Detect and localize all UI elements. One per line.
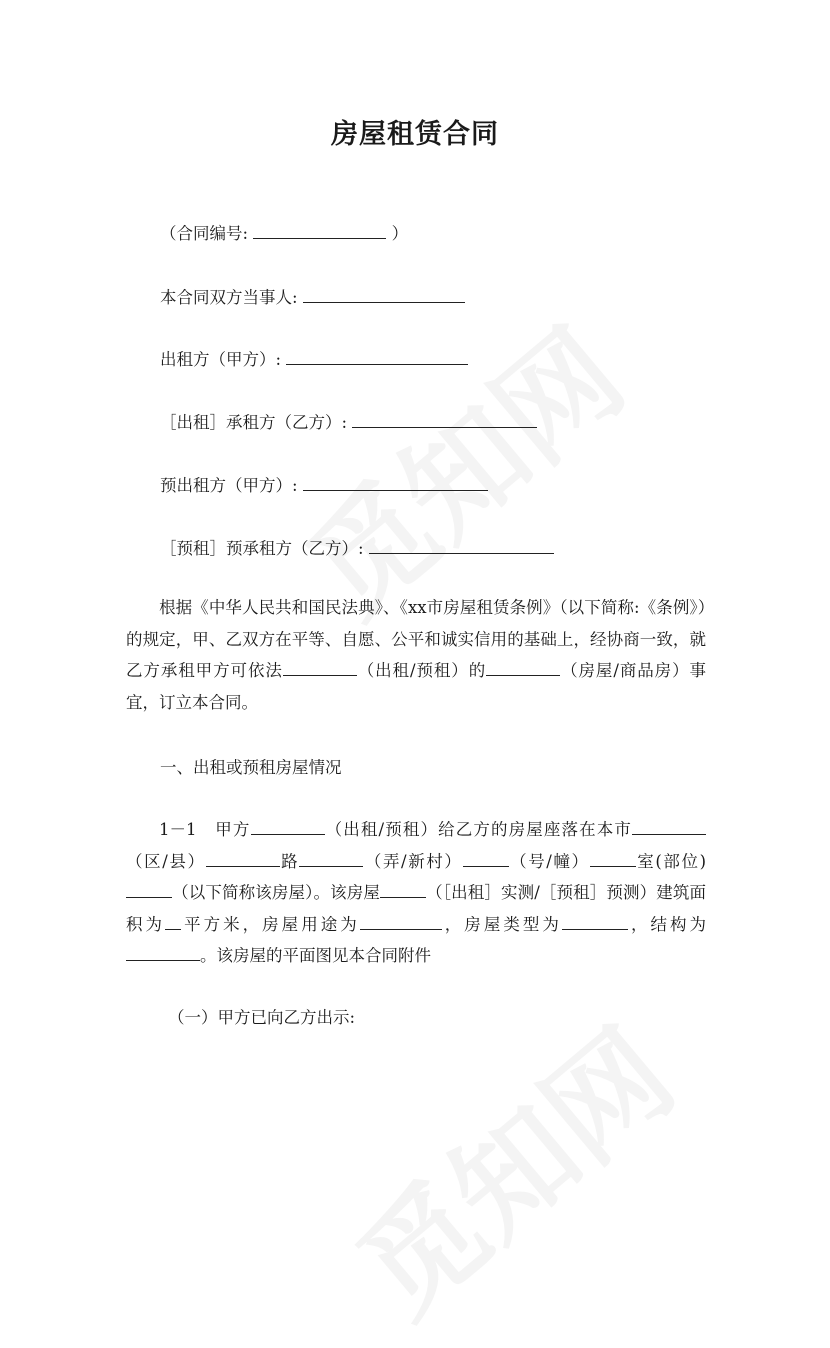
clause-blank-9 [165, 911, 181, 930]
intro-text-1: 根据《中华人民共和国民法典》、《xx市房屋租赁条例》（以下简称:《条例》）的规定，甲、乙双方在平等、自愿、公平和诚实信用的基础上，经协商一致，就乙方承租甲方可依法 [126, 598, 706, 680]
page-title: 房屋租赁合同 [331, 119, 499, 150]
lessor-label: 出租方（甲方）: [160, 350, 282, 369]
clause-blank-2 [632, 816, 706, 835]
clause-text-1: 1－1 甲方 [159, 820, 251, 839]
subsection-1: （一）甲方已向乙方出示: [168, 1008, 356, 1027]
clause-blank-1 [251, 816, 325, 835]
clause-text-4: 路 [279, 851, 300, 871]
pre-lessee-blank [369, 535, 554, 554]
intro-text-2: （出租/预租）的 [356, 661, 487, 680]
pre-lessor-line [160, 472, 488, 498]
contract-number-line [160, 220, 408, 246]
parties-line [160, 284, 465, 310]
clause-text-7: 室(部位) [635, 851, 707, 871]
intro-blank-1 [283, 657, 357, 676]
clause-text-8: （以下简称该房屋）。该房屋 [172, 883, 380, 902]
lessor-line [160, 346, 468, 372]
pre-lessor-blank [303, 472, 488, 491]
clause-blank-6 [590, 848, 636, 867]
contract-number-close: ） [391, 224, 409, 243]
section-1-heading: 一、出租或预租房屋情况 [160, 758, 342, 777]
pre-lessee-label: ［预租］预承租方（乙方）: [160, 539, 364, 558]
clause-blank-3 [206, 848, 280, 867]
intro-blank-2 [486, 657, 560, 676]
clause-blank-11 [562, 911, 628, 930]
pre-lessee-line [160, 535, 554, 561]
clause-text-5: （弄/新村） [363, 851, 463, 871]
clause-text-10: 平方米，房屋用途为 [181, 914, 360, 934]
clause-blank-7 [126, 879, 172, 898]
clause-text-13: 。该房屋的平面图见本合同附件 [200, 946, 431, 965]
clause-blank-8 [380, 879, 426, 898]
contract-number-label: （合同编号: [160, 224, 249, 243]
clause-text-6: （号/幢） [508, 851, 590, 871]
intro-paragraph [126, 592, 706, 718]
parties-blank [303, 284, 465, 303]
clause-text-2: （出租/预租）给乙方的房屋座落在本市 [324, 820, 633, 839]
contract-number-blank [253, 220, 386, 239]
clause-blank-12 [126, 942, 200, 961]
lessee-line [160, 409, 537, 435]
parties-label: 本合同双方当事人: [160, 288, 298, 307]
watermark-bottom [317, 984, 703, 1347]
clause-text-3: （区/县） [126, 851, 206, 871]
lessee-blank [352, 409, 537, 428]
intro-text-3: （房屋/商品房）事宜，订立本合同。 [126, 661, 707, 712]
lessee-label: ［出租］承租方（乙方）: [160, 413, 348, 432]
pre-lessor-label: 预出租方（甲方）: [160, 476, 298, 495]
lessor-blank [286, 346, 468, 365]
clause-text-11: ，房屋类型为 [441, 914, 562, 934]
clause-1-1 [126, 814, 706, 972]
clause-blank-4 [299, 848, 363, 867]
clause-blank-5 [463, 848, 509, 867]
clause-blank-10 [360, 911, 442, 930]
clause-text-9: （［出租］实测/［预租］预测）建筑面积为 [126, 883, 707, 934]
clause-text-12: ，结构为 [627, 914, 707, 934]
